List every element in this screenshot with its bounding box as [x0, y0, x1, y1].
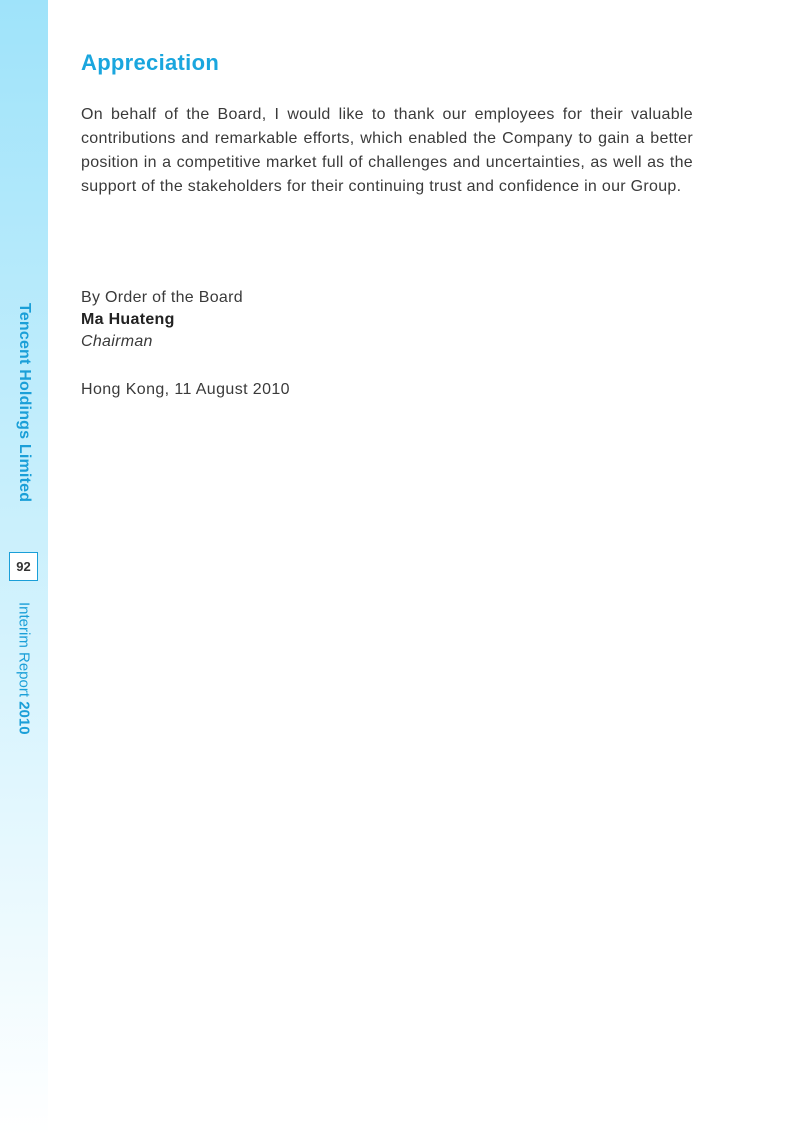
sidebar-report-label: Interim Report — [15, 602, 33, 698]
appreciation-paragraph: On behalf of the Board, I would like to thank our employees for their valuable contributions and remarkable efforts, which enabled the Company to gain a better position in a competitive market full of challenges and uncertainties, as well as the support of the stakeholders for their continuing trust and confidence in our Group. — [81, 106, 693, 195]
signoff-intro: By Order of the Board — [81, 289, 243, 306]
sidebar-band — [0, 0, 48, 1136]
section-heading: Appreciation — [81, 50, 220, 75]
sidebar-company-name: Tencent Holdings Limited — [16, 303, 33, 503]
sidebar-report-title — [16, 602, 33, 735]
signer-title: Chairman — [81, 333, 153, 350]
place-date: Hong Kong, 11 August 2010 — [81, 381, 290, 398]
page-number: 92 — [9, 552, 38, 581]
sidebar-report-year: 2010 — [15, 701, 33, 735]
signoff-block — [81, 287, 581, 353]
signer-name: Ma Huateng — [81, 311, 175, 328]
